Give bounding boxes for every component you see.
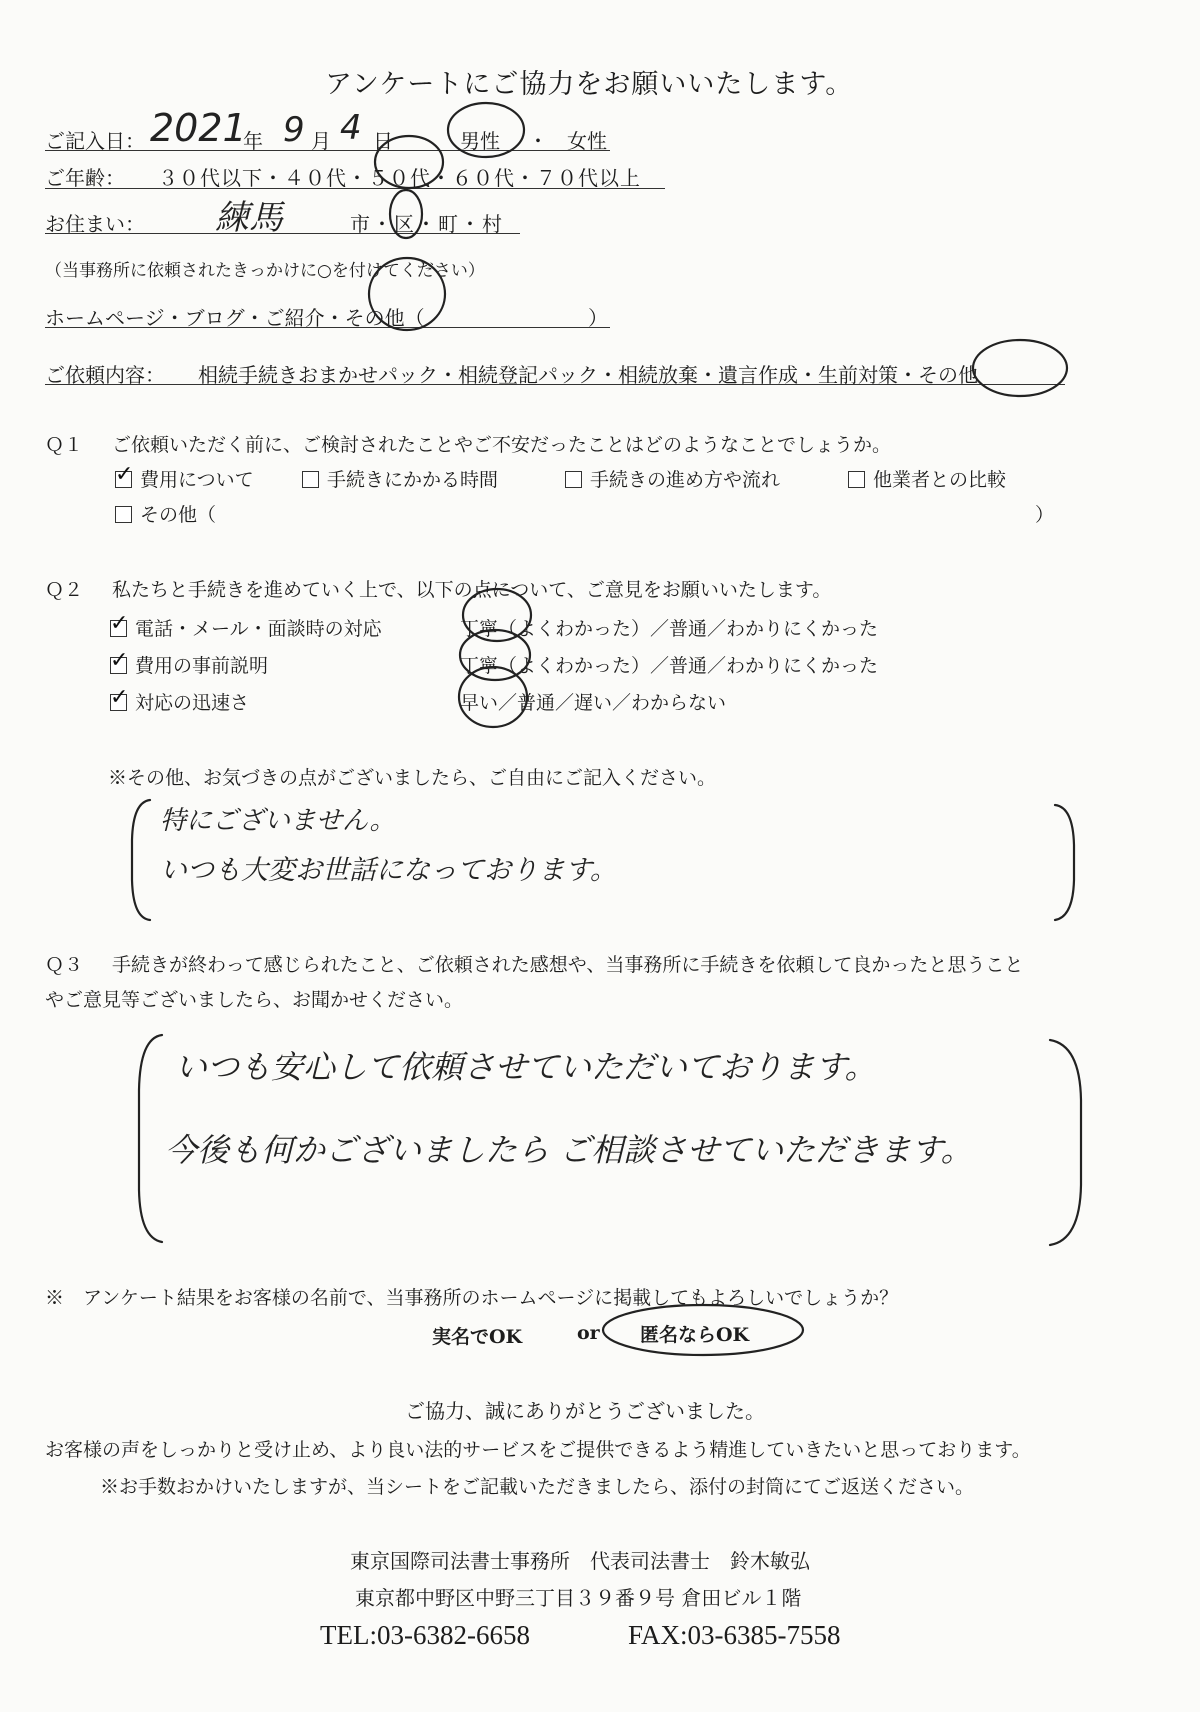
address-handwritten[interactable]: 練馬 [215, 198, 283, 238]
q2-row-cost-scale[interactable]: 丁寧（よくわかった）／普通／わかりにくかった [460, 655, 879, 677]
entry-month-handwritten[interactable]: 9 [283, 110, 305, 150]
q2-question: 私たちと手続きを進めていく上で、以下の点について、ご意見をお願いいたします。 [112, 579, 832, 601]
gender-separator: ・ [528, 129, 548, 153]
request-underline [45, 384, 1065, 385]
referral-underline [45, 327, 610, 328]
q2-answer-bracket-left [132, 800, 150, 920]
q3-answer-bracket-right [1050, 1040, 1081, 1245]
office-tel[interactable]: TEL:03-6382-6658 [320, 1620, 530, 1650]
checkbox[interactable] [115, 506, 132, 523]
q2-row-label: 電話・メール・面談時の対応 [135, 618, 382, 640]
checkbox[interactable] [848, 471, 865, 488]
year-unit: 年 [243, 129, 263, 153]
q1-question: ご依頼いただく前に、ご検討されたことやご不安だったことはどのようなことでしょうか。 [112, 434, 892, 456]
checkbox-checked[interactable] [110, 620, 127, 637]
q2-row-label: 費用の事前説明 [135, 655, 269, 677]
address-underline [45, 233, 520, 234]
q2-row-contact-scale[interactable]: 丁寧（よくわかった）／普通／わかりにくかった [460, 618, 879, 640]
q3-question-line-1: 手続きが終わって感じられたこと、ご依頼された感想や、当事務所に手続きを依頼して良かったと思うこと [112, 954, 1024, 976]
age-label: ご年齢： [45, 166, 125, 190]
q2-answer-bracket-right [1055, 805, 1074, 920]
q1-option-time[interactable] [302, 465, 498, 492]
checkbox-checked[interactable] [110, 694, 127, 711]
checkbox-checked[interactable] [110, 657, 127, 674]
office-name: 東京国際司法書士事務所 代表司法書士 鈴木敏弘 [350, 1549, 810, 1573]
day-unit: 日 [373, 129, 393, 153]
entry-day-handwritten[interactable]: 4 [340, 108, 362, 148]
q2-row-speed-scale[interactable]: 早い／普通／遅い／わからない [460, 692, 727, 714]
gender-male[interactable]: 男性 [460, 129, 500, 153]
q1-option-cost[interactable] [115, 465, 254, 492]
q3-number: Ｑ３ [45, 954, 84, 976]
q3-answer-line-1[interactable]: いつも安心して依頼させていただいております。 [175, 1048, 877, 1086]
q1-option-compare[interactable] [848, 465, 1006, 492]
publish-anonymous-option[interactable]: 匿名ならOK [640, 1324, 750, 1346]
q2-row-speed[interactable] [110, 688, 249, 715]
q3-question-line-2: やご意見等ございましたら、お聞かせください。 [45, 989, 464, 1011]
age-options[interactable]: ３０代以下・４０代・５０代・６０代・７０代以上 [158, 166, 641, 190]
q2-answer-line-2[interactable]: いつも大変お世話になっております。 [160, 855, 617, 886]
q1-option-label: 手続きの進め方や流れ [590, 469, 781, 491]
entry-date-label: ご記入日： [45, 129, 145, 153]
q2-answer-line-1[interactable]: 特にございません。 [160, 806, 396, 836]
publish-or: or [577, 1322, 600, 1344]
address-options[interactable]: 市・区・町・村 [350, 212, 504, 236]
q2-row-label: 対応の迅速さ [135, 692, 250, 714]
request-label: ご依頼内容： [45, 363, 165, 387]
q3-answer-bracket-left [139, 1035, 162, 1242]
q1-other-close: ） [1035, 504, 1055, 526]
thanks-line-1: ご協力、誠にありがとうございました。 [405, 1399, 765, 1423]
circle-request-other [973, 340, 1067, 396]
q1-number: Ｑ１ [45, 434, 84, 456]
q1-other-label: その他（ [140, 504, 217, 526]
publish-question: ※ アンケート結果をお客様の名前で、当事務所のホームページに掲載してもよろしいでしょうか？ [45, 1287, 899, 1309]
referral-close: ） [588, 306, 608, 330]
q2-row-contact[interactable] [110, 614, 382, 641]
thanks-line-3: ※お手数おかけいたしますが、当シートをご記載いただきましたら、添付の封筒にてご返送ください。 [100, 1476, 975, 1498]
q2-number: Ｑ２ [45, 579, 84, 601]
q3-answer-line-2[interactable]: 今後も何かございましたら ご相談させていただきます。 [165, 1131, 973, 1169]
month-unit: 月 [311, 129, 331, 153]
checkbox-checked[interactable] [115, 471, 132, 488]
page-title: アンケートにご協力をお願いいたします。 [325, 69, 854, 100]
referral-note: （当事務所に依頼されたきっかけに○を付けてください） [45, 261, 485, 281]
q1-option-other[interactable] [115, 500, 216, 527]
gender-female[interactable]: 女性 [567, 129, 607, 153]
q1-option-label: 他業者との比較 [873, 469, 1007, 491]
entry-year-handwritten[interactable]: 2021 [150, 106, 247, 150]
entry-date-underline [45, 150, 610, 151]
q2-row-cost[interactable] [110, 651, 268, 678]
q1-option-process[interactable] [565, 465, 780, 492]
age-underline [45, 188, 665, 189]
q1-option-label: 手続きにかかる時間 [327, 469, 499, 491]
thanks-line-2: お客様の声をしっかりと受け止め、より良い法的サービスをご提供できるよう精進していきたいと思っております。 [45, 1439, 1031, 1461]
referral-options[interactable]: ホームページ・ブログ・ご紹介・その他（ [45, 306, 425, 330]
request-options[interactable]: 相続手続きおまかせパック・相続登記パック・相続放棄・遺言作成・生前対策・その他 [198, 363, 978, 387]
q2-other-note: ※その他、お気づきの点がございましたら、ご自由にご記入ください。 [108, 767, 717, 789]
checkbox[interactable] [565, 471, 582, 488]
publish-real-name-option[interactable]: 実名でOK [432, 1326, 523, 1348]
address-label: お住まい： [45, 212, 145, 236]
office-address: 東京都中野区中野三丁目３９番９号 倉田ビル１階 [355, 1586, 802, 1610]
q1-option-label: 費用について [140, 469, 254, 491]
checkbox[interactable] [302, 471, 319, 488]
office-fax: FAX:03-6385-7558 [628, 1620, 841, 1650]
